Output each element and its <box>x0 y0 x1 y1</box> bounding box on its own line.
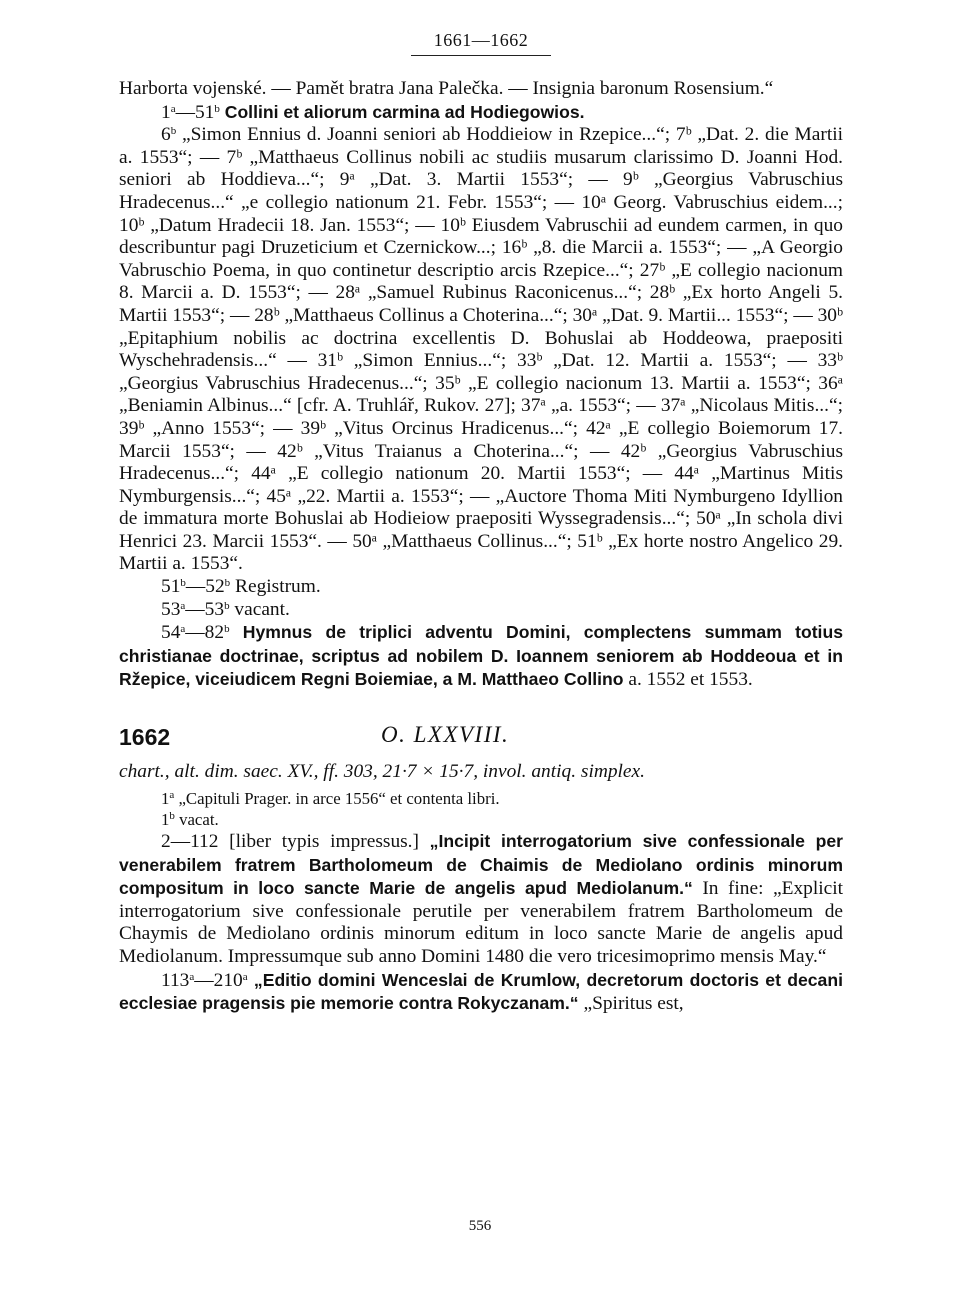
folio-ref: 6 <box>161 124 171 146</box>
header-rule <box>411 55 551 56</box>
folio-ref: —53 <box>185 598 225 620</box>
folio-sup: b <box>169 810 175 823</box>
paragraph-vacant <box>119 599 843 622</box>
folio-sup: b <box>224 599 230 612</box>
paragraph-editio <box>119 969 843 1016</box>
paragraph-capituli <box>119 788 843 809</box>
folio-ref: —210 <box>194 969 243 991</box>
folio-ref: 1 <box>161 789 170 809</box>
folio-sup: a <box>180 623 186 636</box>
paragraph-interrogatorium <box>119 830 843 969</box>
folio-ref: —51 <box>175 101 215 123</box>
folio-sup: b <box>170 125 177 138</box>
entry-1662-body <box>119 788 843 1016</box>
hymnus-date: a. 1552 et 1553. <box>628 669 753 691</box>
paragraph-vacat <box>119 809 843 830</box>
entry-1662-heading <box>119 722 843 750</box>
editio-incipit: „Spiritus est, <box>583 993 684 1015</box>
folio-ref: —82 <box>185 622 225 644</box>
editio-title: „Editio domini Wenceslai de Krumlow, decretorum doctoris et decani ecclesiae pragensis pie memorie contra Rokyczanam.“ <box>119 969 843 1014</box>
incipit-title: „Incipit interrogatorium sive confessionale per venerabilem fratrem Bartholomeum de Chaimis de Mediolano ordinis minorum compositum in loco sancte Marie de angelis apud Mediolanum.“ <box>119 831 843 899</box>
vacant-label: vacant. <box>234 598 290 620</box>
registrum-label: Registrum. <box>235 576 321 598</box>
physical-description: chart., alt. dim. saec. XV., ff. 303, 21·7 × 15·7, invol. antiq. simplex. <box>119 761 645 783</box>
folio-sup: a <box>189 970 195 983</box>
folio-ref: 53 <box>161 598 181 620</box>
paragraph-hymnus <box>119 621 843 692</box>
folio-ref: 113 <box>161 969 190 991</box>
folio-sup: a <box>170 102 176 115</box>
entry-number: 1662 <box>119 724 171 751</box>
section-title: Collini et aliorum carmina ad Hodiegowios. <box>224 101 585 122</box>
folio-sup: b <box>214 102 220 115</box>
shelfmark: O. LXXVIII. <box>381 722 510 748</box>
folio-ref: 51 <box>161 576 181 598</box>
folio-sup: b <box>224 577 231 590</box>
hymnus-title: Hymnus de triplici adventu Domini, complectens summam totius christianae doctrinae, scriptus ad nobilem D. Ioannem seniorem ab Hoddeoua et in Ržepice, viceiudicem Regni Boiemiae, a M. Matthaeo Collino <box>119 622 843 690</box>
folio-sup: a <box>180 599 186 612</box>
document-page <box>119 30 843 1016</box>
folio-sup: a <box>242 970 248 983</box>
running-head: 1661—1662 <box>433 30 529 50</box>
paragraph-collini-carmina <box>119 101 843 125</box>
folio-sup: b <box>180 577 186 590</box>
capituli-text: „Capituli Prager. in arce 1556“ et contenta libri. <box>178 789 500 809</box>
vacat-label: vacat. <box>179 810 219 830</box>
folio-ref: 1 <box>161 810 170 830</box>
folio-ref: 54 <box>161 622 181 644</box>
paragraph-harborta: Harborta vojenské. — Pamět bratra Jana Palečka. — Insignia baronum Rosensium.“ <box>119 78 774 99</box>
folio-ref: —52 <box>185 576 225 598</box>
paragraph-carmina-list <box>119 124 843 576</box>
folio-ref: 1 <box>161 101 171 123</box>
carmina-text: „Simon Ennius d. Joanni seniori ab Hoddieiow in Rzepice...“; 7ᵇ „Dat. 2. die Martii a. 1553“; — 7ᵇ „Matthaeus Collinus nobili ac studiis musarum clarissimo D. Joanni Hod. seniori ab Hoddieva...“; 9ᵃ „Dat. 3. Martii 1553“; — 9ᵇ „Georgius Vabruschius Hradecenus...“ „e collegio nationum 21. Febr. 1553“; — 10ᵃ Georg. Vabruschius eidem...; 10ᵇ „Datum Hradecii 18. Jan. 1553“; — 10ᵇ Eiusdem Vabruschii ad eundem carmen, in quo describuntur pagi Druzeticium et Czernickow...; 16ᵇ „8. die Marcii a. 1553“; — „A Georgio Vabruschio Poema, in quo continetur descriptio arcis Rzepice...“; 27ᵇ „E collegio nacionum 8. Marcii a. D. 1553“; — 28ᵃ „Samuel Rubinus Raconicenus...“; 28ᵇ „Ex horto Angeli 5. Martii 1553“; — 28ᵇ „Matthaeus Collinus a Choterina...“; 30ᵃ „Dat. 9. Martii... 1553“; — 30ᵇ „Epitaphium nobilis ac doctrina excellentis D. Bohuslai ab Hoddeowa, praepositi Wyschehradensis...“ — 31ᵇ „Simon Ennius...“; 33ᵇ „Dat. 12. Martii a. 1553“; — 33ᵇ „Georgius Vabruschius Hradecenus...“; 35ᵇ „E collegio nacionum 13. Martii a. 1553“; 36ᵃ „Beniamin Albinus...“ [cfr. A. Truhlář, Rukov. 27]; 37ᵃ „a. 1553“; — 37ᵃ „Nicolaus Mitis...“; 39ᵇ „Anno 1553“; — 39ᵇ „Vitus Orcinus Hradicenus...“; 42ᵃ „E collegio Boiemorum 17. Marcii 1553“; — 42ᵇ „Vitus Traianus a Choterina...“; — 42ᵇ „Georgius Vabruschius Hradecenus...“; 44ᵃ „E collegio nationum 20. Martii 1553“; — 44ᵃ „Martinus Mitis Nymburgensis...“; 45ᵃ „22. Martii a. 1553“; — „Auctore Thoma Miti Nymburgeno Idyllion de immatura morte Bohuslai ab Hodieiow praepositi Wyssegradensis...“; 50ᵃ „In schola divi Henrici 23. Marcii 1553“. — 50ᵃ „Matthaeus Collinus...“; 51ᵇ „Ex horte nostro Angelico 29. Martii a. 1553“. <box>119 124 843 575</box>
entry-1661-body <box>119 78 843 692</box>
folio-sup: a <box>169 789 175 802</box>
folio-sup: b <box>224 623 230 636</box>
folio-range: 2—112 [liber typis impressus.] <box>161 831 419 853</box>
paragraph-registrum <box>119 576 843 599</box>
explicit-text: In fine: „Explicit interrogatorium sive confessionale perutile per venerabilem fratrem Bartholomeum de Chaymis de Mediolano ordinis minorum editum in loco sancte Marie de angelis apud Mediolanum. Impressumque sub anno Domini 1480 die vero tricesimoprimo mensis May.“ <box>119 878 843 967</box>
page-number: 556 <box>468 1218 492 1234</box>
